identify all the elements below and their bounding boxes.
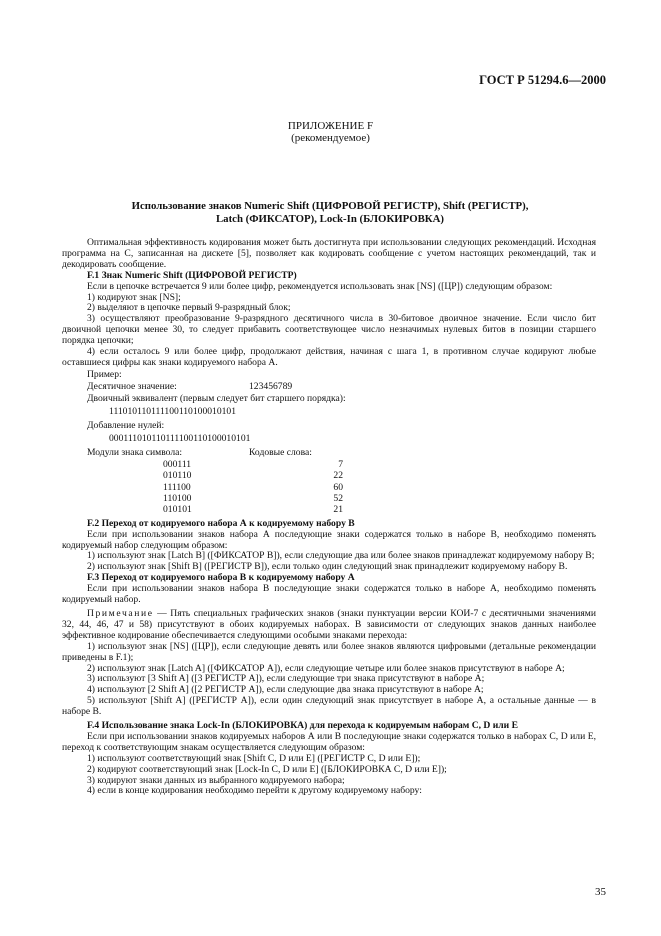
table-row — [163, 493, 343, 504]
f1-heading: F.1 Знак Numeric Shift (ЦИФРОВОЙ РЕГИСТР) — [87, 269, 297, 281]
table-row — [163, 482, 343, 493]
table-row — [163, 504, 343, 515]
f2-item-1: 1) используют знак [Latch B] ([ФИКСАТОР В]), если следующие два или более знаков принадлежат кодируемому набору В; — [87, 550, 595, 562]
f3-paragraph: Если при использовании знаков набора В последующие знаки содержатся только в наборе А, необходимо поменять кодируемый набор. — [62, 583, 596, 606]
note-text: — Пять специальных графических знаков (знаки пунктуации версии КОИ-7 с десятичными значениями 32, 44, 46, 47 и 58) присутствуют в обоих кодируемых наборах. В зависимости от следующих знаков данных наиболее эффективное кодирование обеспечивается следующими особыми знаками перехода: — [62, 607, 596, 641]
f4-item-2: 2) кодируют соответствующий знак [Lock-In C, D или E] ([БЛОКИРОВКА С, D или Е]); — [87, 763, 447, 775]
modules-header-row — [87, 447, 596, 459]
appendix-heading — [0, 120, 661, 144]
zeros-value: 000111010110111100110100010101 — [109, 432, 251, 444]
note-word: Примечание — [87, 607, 154, 619]
f3-item-5: 5) используют [Shift A] ([РЕГИСТР А]), если один следующий знак присутствует в наборе А, а остальные данные — в наборе В. — [62, 695, 596, 718]
decimal-label: Десятичное значение: — [87, 380, 177, 392]
appendix-note: (рекомендуемое) — [291, 132, 370, 144]
table-row — [163, 470, 343, 481]
f1-step-1: 1) кодируют знак [NS]; — [87, 291, 181, 303]
codeword-value: 52 — [333, 492, 343, 504]
f3-item-1: 1) используют знак [NS] ([ЦР]), если следующие девять или более знаков являются цифровыми (детальные рекомендации приведены в F.1); — [62, 640, 596, 663]
codeword-table — [163, 459, 343, 516]
f2-item-2: 2) используют знак [Shift B] ([РЕГИСТР В]), если только один следующий знак принадлежит кодируемому набору В. — [87, 561, 568, 573]
table-row — [163, 459, 343, 470]
title-line-2: Latch (ФИКСАТОР), Lock-In (БЛОКИРОВКА) — [215, 213, 445, 225]
f4-item-3: 3) кодируют знаки данных из выбранного кодируемого набора; — [87, 774, 345, 786]
decimal-row — [87, 381, 596, 393]
module-bits: 111100 — [163, 481, 191, 493]
f3-item-4: 4) используют [2 Shift A] ([2 РЕГИСТР А]), если следующие два знака присутствуют в наборе А; — [87, 684, 484, 696]
f1-paragraph: Если в цепочке встречается 9 или более цифр, рекомендуется использовать знак [NS] ([ЦР]) следующим образом: — [87, 280, 553, 292]
f3-item-3: 3) используют [3 Shift A] ([3 РЕГИСТР А]), если следующие три знака присутствуют в наборе А; — [87, 673, 485, 685]
document-id: ГОСТ Р 51294.6—2000 — [479, 73, 606, 87]
title-line-1: Использование знаков Numeric Shift (ЦИФРОВОЙ РЕГИСТР), Shift (РЕГИСТР), — [131, 200, 529, 212]
f3-heading: F.3 Переход от кодируемого набора В к кодируемому набору А — [87, 572, 355, 584]
f3-note — [62, 609, 596, 642]
f4-item-1: 1) используют соответствующий знак [Shift C, D или E] ([РЕГИСТР С, D или Е]); — [87, 752, 421, 764]
codewords-label: Кодовые слова: — [249, 446, 312, 458]
zeros-label: Добавление нулей: — [87, 419, 165, 431]
codeword-value: 7 — [338, 458, 343, 470]
intro-paragraph: Оптимальная эффективность кодирования может быть достигнута при использовании следующих рекомендаций. Исходная программа на С, записанная на дискете [5], позволяет как кодировать сообщение с учетом настоящих рекомендаций, так и декодировать сообщение. — [62, 237, 596, 270]
section-title — [70, 200, 590, 226]
module-bits: 010110 — [163, 470, 192, 482]
decimal-value: 123456789 — [249, 380, 293, 392]
f2-heading: F.2 Переход от кодируемого набора А к кодируемому набору В — [87, 517, 355, 529]
f1-step-2: 2) выделяют в цепочке первый 9-разрядный блок; — [87, 302, 291, 314]
binary-label: Двоичный эквивалент (первым следует бит старшего порядка): — [87, 392, 346, 404]
f1-step-3: 3) осуществляют преобразование 9-разрядного десятичного числа в 30-битовое двоичное значение. Если число бит двоичной цепочки менее 30, то следует прибавить соответствующее число незначимых нулевых битов в позиции старшего порядка цепочки; — [62, 313, 596, 347]
module-bits: 010101 — [163, 504, 192, 516]
module-bits: 000111 — [163, 458, 192, 470]
f3-item-2: 2) используют знак [Latch A] ([ФИКСАТОР А]), если следующие четыре или более знаков присутствуют в наборе А; — [87, 662, 565, 674]
codeword-value: 60 — [333, 481, 343, 493]
page-number: 35 — [595, 886, 606, 898]
f2-paragraph: Если при использовании знаков набора А последующие знаки содержатся только в наборе В, необходимо поменять кодируемый набор следующим образом: — [62, 528, 596, 551]
f4-paragraph: Если при использовании знаков кодируемых наборов А или В последующие знаки содержатся только в наборах С, D или Е, переход к соответствующим знакам осуществляется следующим образом: — [62, 730, 596, 753]
codeword-value: 22 — [333, 470, 343, 482]
binary-value: 111010110111100110100010101 — [109, 405, 237, 417]
f4-item-4: 4) если в конце кодирования необходимо перейти к другому кодируемому набору: — [87, 785, 422, 797]
appendix-label: ПРИЛОЖЕНИЕ F — [287, 120, 374, 132]
document-body — [62, 238, 596, 797]
f1-step-4: 4) если осталось 9 или более цифр, продолжают действия, начиная с шага 1, в противном случае кодируют любые оставшиеся цифры как знаки кодируемого набора А. — [62, 346, 596, 368]
codeword-value: 21 — [333, 504, 343, 516]
module-bits: 110100 — [163, 492, 192, 504]
modules-label: Модули знака символа: — [87, 446, 183, 458]
example-label: Пример: — [87, 368, 122, 380]
f4-heading: F.4 Использование знака Lock-In (БЛОКИРОВКА) для перехода к кодируемым наборам С, D или Е — [87, 720, 518, 732]
